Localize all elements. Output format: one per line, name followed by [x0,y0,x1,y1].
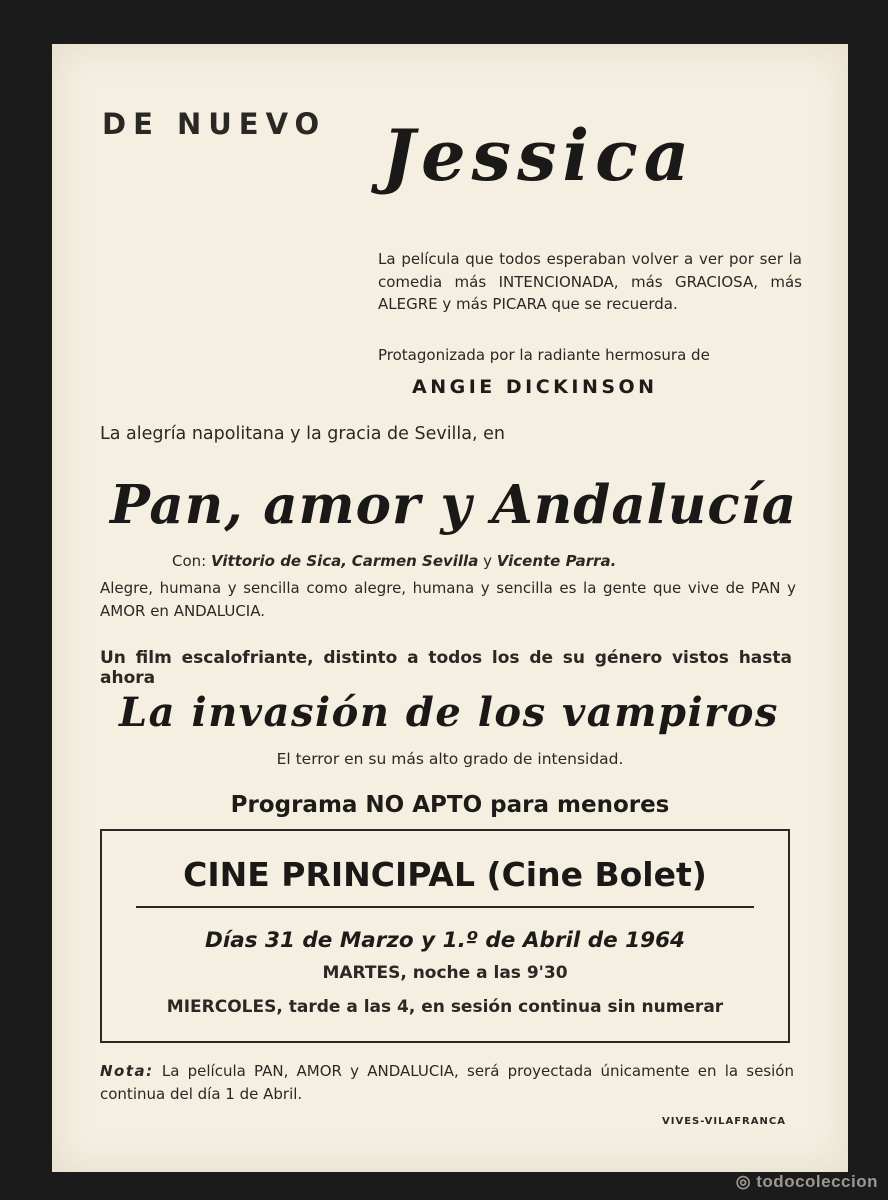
flyer-sheet [52,44,848,1172]
footnote-label: Nota: [100,1062,154,1080]
starring-intro: Protagonizada por la radiante hermosura de [378,346,710,364]
vampiros-tagline: El terror en su más alto grado de intensidad. [276,750,624,768]
vampiros-intro: Un film escalofriante, distinto a todos los de su género vistos hasta ahora [100,648,792,688]
cast-line [172,552,616,570]
footnote [100,1060,794,1105]
cast-member-3: Vicente Parra. [496,552,617,570]
cast-member-2: Carmen Sevilla [351,552,479,570]
jessica-description: La película que todos esperaban volver a ver por ser la comedia más INTENCIONADA, más GRACIOSA, más ALEGRE y más PICARA que se recuerda. [378,250,802,313]
watermark [736,1172,878,1192]
pan-amor-intro: La alegría napolitana y la gracia de Sevilla, en [100,424,505,444]
star-name: ANGIE DICKINSON [412,376,658,398]
watermark-text: todocoleccion [756,1172,878,1191]
wednesday-showtime: MIERCOLES, tarde a las 4, en sesión continua sin numerar [166,997,724,1017]
venue-divider [136,906,754,908]
cast-join: y [483,552,492,570]
rating-notice: Programa NO APTO para menores [230,792,670,818]
kicker-de-nuevo: DE NUEVO [102,107,327,141]
venue-name: CINE PRINCIPAL (Cine Bolet) [183,855,707,894]
footnote-text: La película PAN, AMOR y ANDALUCIA, será proyectada únicamente en la sesión continua del día 1 de Abril. [100,1062,794,1103]
tuesday-showtime: MARTES, noche a las 9'30 [322,963,568,983]
watermark-icon: ◎ [735,1172,752,1191]
film-title-vampiros: La invasión de los vampiros [119,689,779,736]
cast-member-1: Vittorio de Sica, [211,552,347,570]
film-title-jessica: Jessica [382,114,696,197]
printer-credit: VIVES-VILAFRANCA [662,1116,786,1127]
venue-box [100,829,790,1043]
screening-dates: Días 31 de Marzo y 1.º de Abril de 1964 [205,928,685,953]
pan-amor-description: Alegre, humana y sencilla como alegre, humana y sencilla es la gente que vive de PAN y AMOR en ANDALUCIA. [100,579,796,620]
cast-prefix: Con: [172,552,207,570]
film-title-pan-amor-andalucia: Pan, amor y Andalucía [110,474,798,536]
